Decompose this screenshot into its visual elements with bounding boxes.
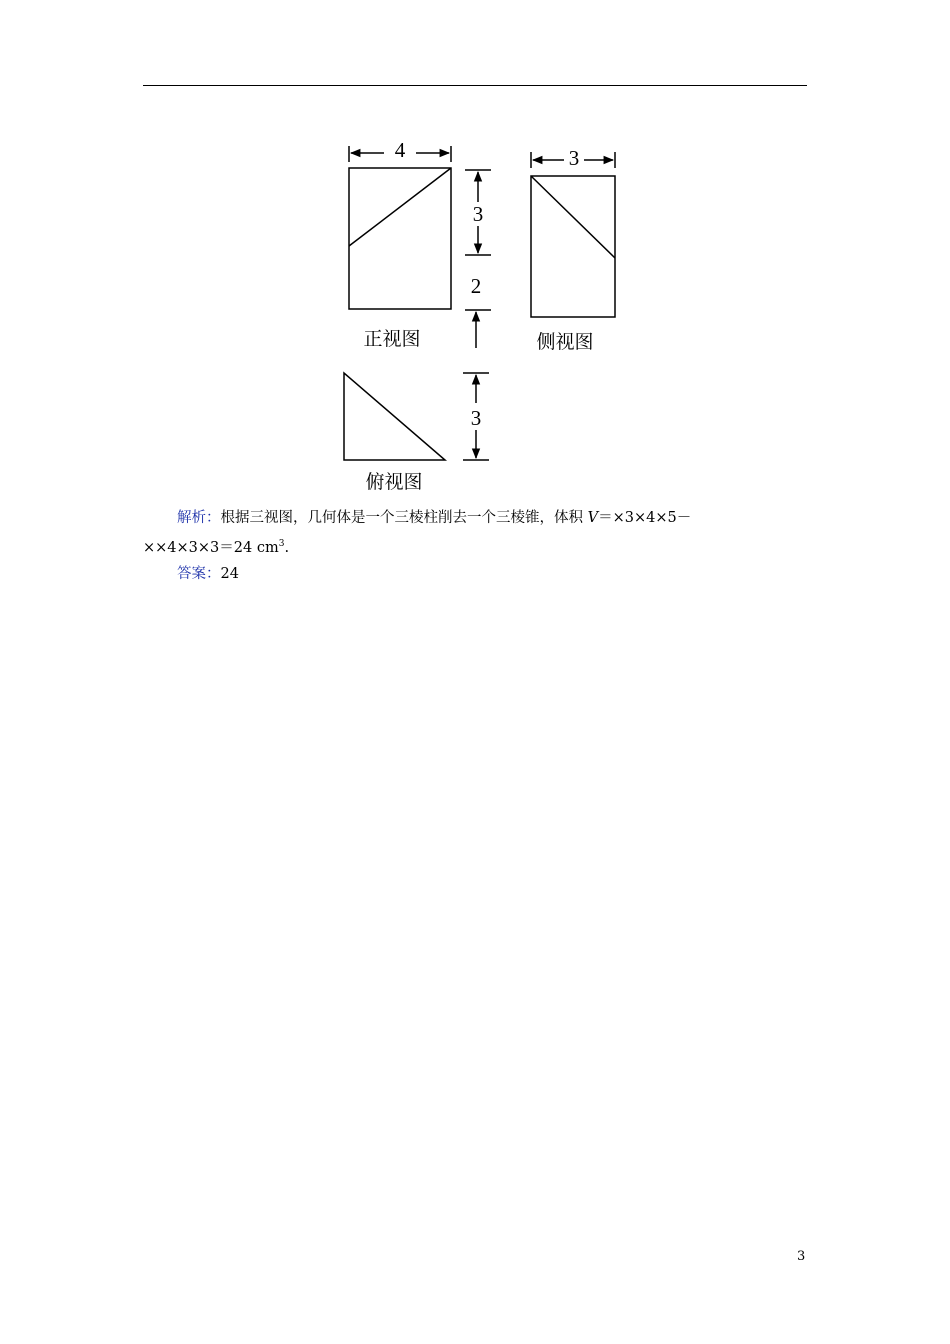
solution-block bbox=[143, 505, 813, 587]
three-view-figure bbox=[300, 130, 660, 500]
solution-formula: ＝×3×4×5－ bbox=[598, 510, 692, 526]
gap-height-label: 2 bbox=[470, 274, 482, 298]
side-view-caption: 侧视图 bbox=[536, 331, 594, 353]
answer-value: 24 bbox=[220, 565, 239, 582]
volume-variable: V bbox=[587, 510, 599, 526]
three-view-diagram bbox=[300, 130, 660, 500]
front-width-label: 4 bbox=[394, 138, 406, 162]
top-view-triangle bbox=[344, 373, 445, 460]
solution-line-1 bbox=[143, 505, 813, 531]
solution-line-2 bbox=[143, 531, 813, 561]
page-number: 3 bbox=[797, 1249, 806, 1264]
lower-height-label: 3 bbox=[470, 406, 482, 430]
solution-label: 解析： bbox=[177, 510, 221, 526]
front-view-rect bbox=[349, 168, 451, 309]
solution-text: 根据三视图，几何体是一个三棱柱削去一个三棱锥，体积 bbox=[220, 510, 588, 526]
header-rule bbox=[143, 85, 807, 86]
unit-exponent: 3 bbox=[278, 539, 285, 549]
front-view-caption: 正视图 bbox=[363, 328, 421, 350]
side-width-label: 3 bbox=[568, 146, 580, 170]
top-view-caption: 俯视图 bbox=[365, 471, 423, 493]
answer-label: 答案： bbox=[177, 565, 221, 582]
answer-line bbox=[143, 561, 813, 587]
solution-formula-cont: ××4×3×3＝24 cm bbox=[143, 539, 279, 556]
side-view-diagonal bbox=[531, 176, 615, 258]
solution-end: . bbox=[284, 539, 290, 556]
upper-height-label: 3 bbox=[472, 202, 484, 226]
front-view-diagonal bbox=[349, 168, 451, 246]
